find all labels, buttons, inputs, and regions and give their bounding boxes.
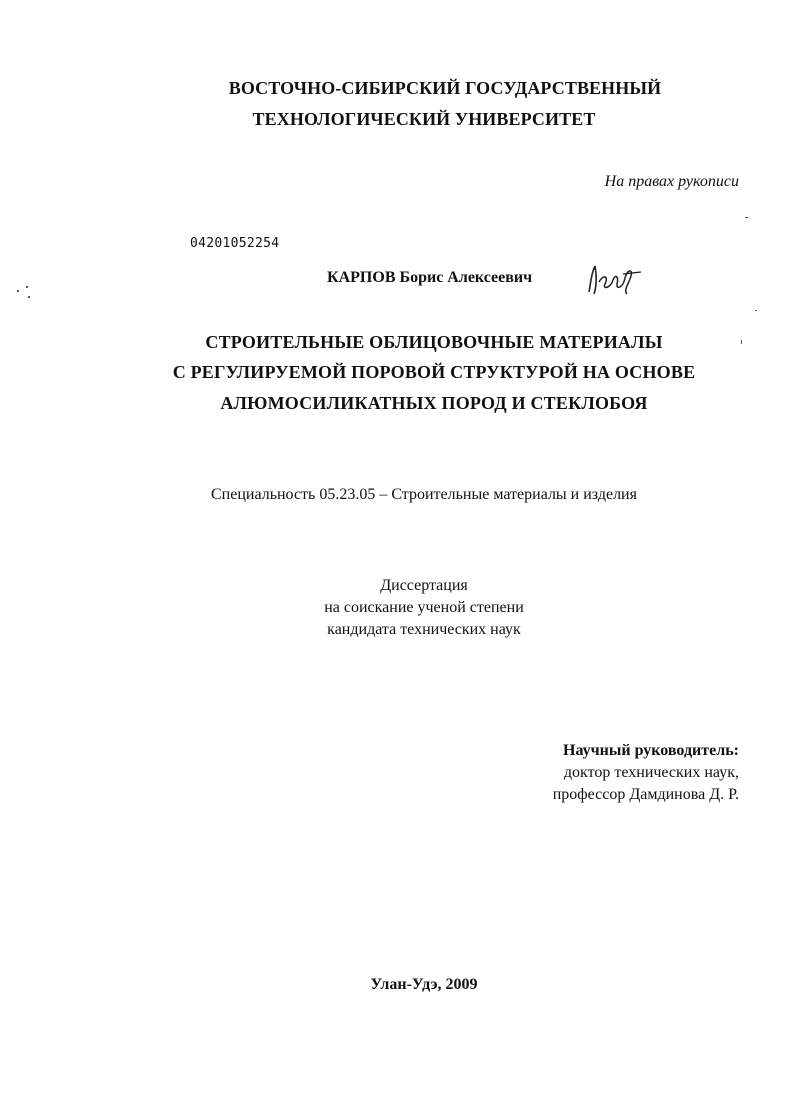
degree-purpose: на соискание ученой степени bbox=[324, 599, 524, 616]
thesis-title-line1: СТРОИТЕЛЬНЫЕ ОБЛИЦОВОЧНЫЕ МАТЕРИАЛЫ bbox=[205, 332, 663, 352]
degree-name: кандидата технических наук bbox=[327, 621, 521, 638]
supervisor-degree: доктор технических наук, bbox=[563, 764, 739, 781]
inventory-number: 04201052254 bbox=[190, 236, 280, 251]
specialty-line: Специальность 05.23.05 – Строительные материалы и изделия bbox=[211, 486, 637, 503]
author-name: КАРПОВ Борис Алексеевич bbox=[327, 269, 533, 286]
scan-speck bbox=[17, 290, 19, 292]
author-signature bbox=[583, 260, 643, 300]
thesis-title-line2: С РЕГУЛИРУЕМОЙ ПОРОВОЙ СТРУКТУРОЙ НА ОСНОВЕ bbox=[172, 362, 696, 382]
scan-speck bbox=[745, 217, 748, 218]
dissertation-label: Диссертация bbox=[380, 577, 468, 594]
supervisor-label: Научный руководитель: bbox=[563, 742, 739, 759]
supervisor-name: профессор Дамдинова Д. Р. bbox=[552, 786, 739, 803]
university-name-line1: ВОСТОЧНО-СИБИРСКИЙ ГОСУДАРСТВЕННЫЙ bbox=[228, 78, 662, 98]
city-year: Улан-Удэ, 2009 bbox=[370, 976, 478, 993]
scan-speck bbox=[26, 286, 28, 288]
scan-speck bbox=[28, 296, 30, 298]
university-name-line2: ТЕХНОЛОГИЧЕСКИЙ УНИВЕРСИТЕТ bbox=[252, 109, 596, 129]
scan-speck bbox=[741, 340, 742, 344]
scan-speck bbox=[755, 310, 757, 311]
manuscript-rights-note: На правах рукописи bbox=[604, 173, 739, 190]
thesis-title-line3: АЛЮМОСИЛИКАТНЫХ ПОРОД И СТЕКЛОБОЯ bbox=[220, 393, 648, 413]
